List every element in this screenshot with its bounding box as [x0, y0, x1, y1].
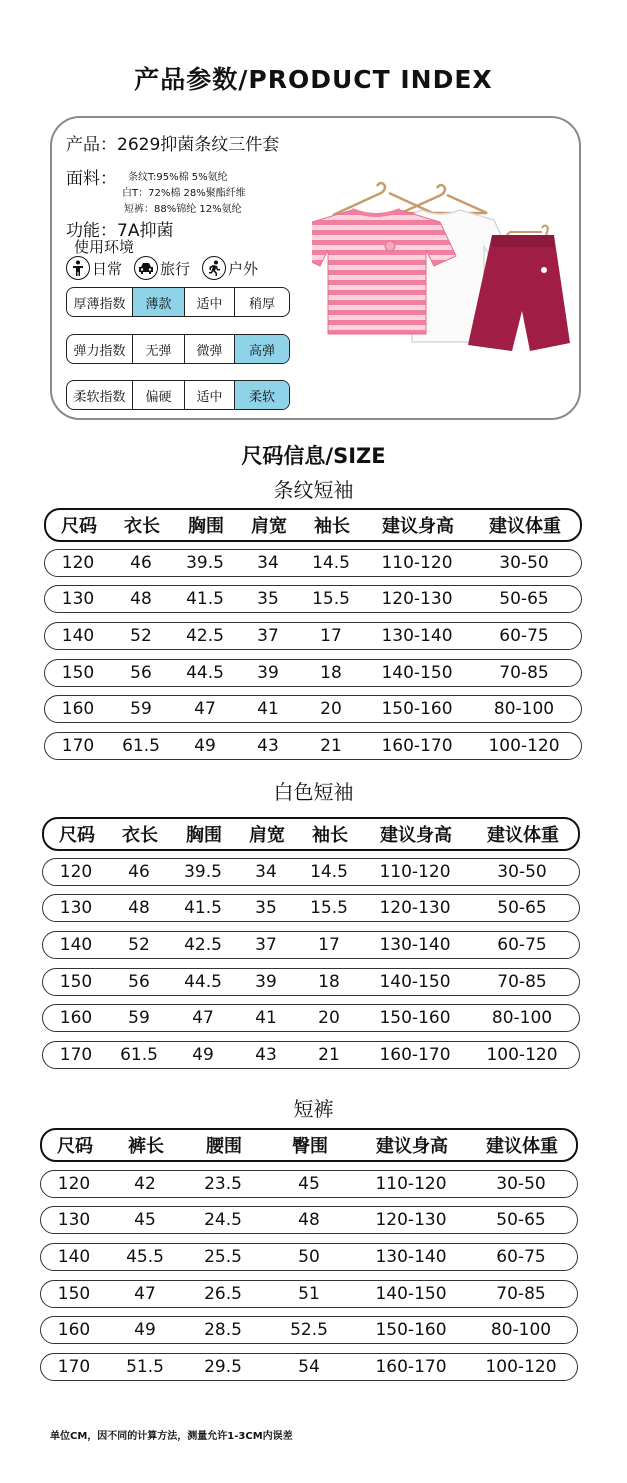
table-cell: 150-160	[381, 699, 453, 719]
table-cell: 28.5	[204, 1320, 242, 1340]
table-cell: 150	[59, 972, 93, 992]
table-cell: 150-160	[375, 1320, 447, 1340]
index-option: 微弹	[185, 335, 235, 363]
table-cell: 56	[128, 972, 150, 992]
table-cell: 50-65	[496, 1210, 546, 1230]
table-cell: 49	[194, 736, 216, 756]
column-header: 腰围	[206, 1136, 242, 1157]
table-cell: 60-75	[496, 1247, 546, 1267]
table-header-row	[44, 508, 582, 542]
table-cell: 41	[257, 699, 279, 719]
column-header: 建议身高	[382, 516, 454, 537]
table-cell: 25.5	[204, 1247, 242, 1267]
table-cell: 15.5	[312, 589, 350, 609]
index-option: 适中	[185, 381, 235, 409]
table-cell: 140	[61, 626, 95, 646]
table-cell: 29.5	[204, 1357, 242, 1377]
column-header: 肩宽	[249, 825, 285, 846]
table-cell: 41	[255, 1008, 277, 1028]
table-cell: 18	[318, 972, 340, 992]
index-option-selected: 柔软	[235, 381, 289, 409]
table-cell: 47	[134, 1284, 156, 1304]
table-row	[44, 585, 582, 613]
table-cell: 45.5	[126, 1247, 164, 1267]
table-cell: 100-120	[486, 1045, 558, 1065]
index-name: 弹力指数	[67, 335, 133, 363]
table-cell: 140	[57, 1247, 91, 1267]
table-cell: 35	[255, 898, 277, 918]
table-cell: 45	[134, 1210, 156, 1230]
table-cell: 44.5	[184, 972, 222, 992]
table-cell: 39.5	[186, 553, 224, 573]
table-cell: 18	[320, 663, 342, 683]
table-row	[40, 1170, 578, 1198]
table-cell: 120	[61, 553, 95, 573]
table-cell: 46	[130, 553, 152, 573]
table-cell: 160	[61, 699, 95, 719]
index-name: 厚薄指数	[67, 288, 133, 316]
table-cell: 30-50	[497, 862, 547, 882]
table-cell: 120	[57, 1174, 91, 1194]
column-header: 袖长	[314, 516, 350, 537]
table-cell: 49	[134, 1320, 156, 1340]
table-cell: 54	[298, 1357, 320, 1377]
table-cell: 160-170	[379, 1045, 451, 1065]
index-option: 偏硬	[133, 381, 185, 409]
table-cell: 41.5	[184, 898, 222, 918]
table-cell: 30-50	[496, 1174, 546, 1194]
column-header: 尺码	[61, 516, 97, 537]
table-cell: 150	[61, 663, 95, 683]
table-row	[44, 659, 582, 687]
table-cell: 100-120	[488, 736, 560, 756]
table-row	[40, 1353, 578, 1381]
table-cell: 59	[130, 699, 152, 719]
table-row	[44, 549, 582, 577]
table-cell: 52.5	[290, 1320, 328, 1340]
table-header-row	[42, 817, 580, 851]
table-cell: 42	[134, 1174, 156, 1194]
index-option: 适中	[185, 288, 235, 316]
index-option-selected: 高弹	[235, 335, 289, 363]
table-cell: 61.5	[120, 1045, 158, 1065]
table-cell: 110-120	[379, 862, 451, 882]
column-header: 胸围	[188, 516, 224, 537]
page-title: 产品参数/PRODUCT INDEX	[134, 65, 493, 94]
table-row	[40, 1280, 578, 1308]
table-cell: 34	[257, 553, 279, 573]
table-cell: 140-150	[375, 1284, 447, 1304]
table-cell: 50	[298, 1247, 320, 1267]
column-header: 建议体重	[486, 1136, 558, 1157]
product-clothes-image	[312, 180, 577, 360]
table-cell: 110-120	[381, 553, 453, 573]
table-row	[44, 622, 582, 650]
env-item-label: 户外	[228, 259, 259, 278]
fabric-line-shorts: 短裤：88%锦纶 12%氨纶	[124, 204, 242, 215]
environment-list	[66, 254, 264, 282]
table-cell: 49	[192, 1045, 214, 1065]
table-row	[40, 1243, 578, 1271]
table-cell: 24.5	[204, 1210, 242, 1230]
table-row	[42, 931, 580, 959]
table-cell: 51.5	[126, 1357, 164, 1377]
table-row	[44, 695, 582, 723]
column-header: 建议体重	[487, 825, 559, 846]
table-cell: 15.5	[310, 898, 348, 918]
table-cell: 21	[320, 736, 342, 756]
table-cell: 150	[57, 1284, 91, 1304]
table-cell: 140-150	[381, 663, 453, 683]
table-cell: 170	[59, 1045, 93, 1065]
table-cell: 59	[128, 1008, 150, 1028]
table-row	[40, 1206, 578, 1234]
product-name: 产品：2629抑菌条纹三件套	[66, 135, 280, 155]
table-cell: 14.5	[310, 862, 348, 882]
table-row	[40, 1316, 578, 1344]
table-cell: 70-85	[496, 1284, 546, 1304]
table-cell: 48	[298, 1210, 320, 1230]
table-cell: 37	[257, 626, 279, 646]
column-header: 建议身高	[376, 1136, 448, 1157]
table-header-row	[40, 1128, 578, 1162]
column-header: 臀围	[292, 1136, 328, 1157]
column-header: 肩宽	[251, 516, 287, 537]
environment-label: 使用环境	[74, 238, 135, 256]
car-icon	[134, 256, 158, 280]
table-cell: 80-100	[493, 699, 555, 719]
table-cell: 43	[255, 1045, 277, 1065]
table-cell: 160-170	[381, 736, 453, 756]
column-header: 尺码	[57, 1136, 93, 1157]
table-cell: 160	[57, 1320, 91, 1340]
table-cell: 20	[320, 699, 342, 719]
table-cell: 39	[255, 972, 277, 992]
table-row	[44, 732, 582, 760]
table-cell: 56	[130, 663, 152, 683]
table-cell: 61.5	[122, 736, 160, 756]
fabric-line-white-tee: 白T：72%棉 28%聚酯纤维	[122, 188, 246, 199]
table-cell: 50-65	[499, 589, 549, 609]
thickness-index	[66, 287, 290, 317]
table-cell: 48	[128, 898, 150, 918]
table-cell: 42.5	[186, 626, 224, 646]
table-cell: 52	[130, 626, 152, 646]
table-cell: 44.5	[186, 663, 224, 683]
index-option: 无弹	[133, 335, 185, 363]
table-cell: 45	[298, 1174, 320, 1194]
table-title: 短裤	[293, 1097, 334, 1121]
index-name: 柔软指数	[67, 381, 133, 409]
table-cell: 120-130	[375, 1210, 447, 1230]
table-cell: 42.5	[184, 935, 222, 955]
table-title: 条纹短袖	[273, 478, 354, 502]
table-cell: 130	[57, 1210, 91, 1230]
table-cell: 60-75	[499, 626, 549, 646]
index-option-selected: 薄款	[133, 288, 185, 316]
table-cell: 130	[59, 898, 93, 918]
runner-icon	[202, 256, 226, 280]
column-header: 衣长	[124, 516, 160, 537]
table-cell: 110-120	[375, 1174, 447, 1194]
table-cell: 26.5	[204, 1284, 242, 1304]
column-header: 建议身高	[380, 825, 452, 846]
table-row	[42, 968, 580, 996]
function-label: 功能：7A抑菌	[66, 221, 174, 241]
env-item-label: 日常	[92, 259, 123, 278]
table-cell: 50-65	[497, 898, 547, 918]
table-cell: 70-85	[499, 663, 549, 683]
table-cell: 23.5	[204, 1174, 242, 1194]
table-cell: 48	[130, 589, 152, 609]
table-cell: 160-170	[375, 1357, 447, 1377]
index-option: 稍厚	[248, 296, 275, 312]
table-cell: 140	[59, 935, 93, 955]
column-header: 胸围	[186, 825, 222, 846]
table-cell: 80-100	[491, 1008, 553, 1028]
fabric-line-striped-tee: 条纹T:95%棉 5%氨纶	[128, 172, 228, 183]
env-item-travel	[134, 256, 190, 280]
size-section-title: 尺码信息/SIZE	[241, 444, 386, 468]
table-cell: 17	[320, 626, 342, 646]
table-title: 白色短袖	[273, 780, 354, 804]
table-cell: 130-140	[375, 1247, 447, 1267]
env-item-outdoor	[202, 256, 258, 280]
table-cell: 46	[128, 862, 150, 882]
table-row	[42, 894, 580, 922]
table-cell: 51	[298, 1284, 320, 1304]
table-cell: 60-75	[497, 935, 547, 955]
table-cell: 35	[257, 589, 279, 609]
elasticity-index	[66, 334, 290, 364]
table-cell: 47	[192, 1008, 214, 1028]
table-cell: 140-150	[379, 972, 451, 992]
column-header: 尺码	[59, 825, 95, 846]
table-row	[42, 858, 580, 886]
table-cell: 160	[59, 1008, 93, 1028]
env-item-daily	[66, 256, 122, 280]
table-cell: 120	[59, 862, 93, 882]
column-header: 裤长	[128, 1136, 164, 1157]
table-cell: 100-120	[485, 1357, 557, 1377]
table-cell: 170	[61, 736, 95, 756]
table-cell: 120-130	[381, 589, 453, 609]
table-cell: 170	[57, 1357, 91, 1377]
footnote: 单位CM，因不同的计算方法，测量允许1-3CM内误差	[50, 1431, 293, 1442]
table-cell: 47	[194, 699, 216, 719]
table-cell: 41.5	[186, 589, 224, 609]
column-header: 袖长	[312, 825, 348, 846]
person-icon	[66, 256, 90, 280]
column-header: 衣长	[122, 825, 158, 846]
table-cell: 52	[128, 935, 150, 955]
fabric-label: 面料：	[66, 169, 117, 189]
table-cell: 70-85	[497, 972, 547, 992]
column-header: 建议体重	[489, 516, 561, 537]
table-cell: 130-140	[381, 626, 453, 646]
softness-index	[66, 380, 290, 410]
env-item-label: 旅行	[160, 259, 191, 278]
table-cell: 20	[318, 1008, 340, 1028]
table-cell: 120-130	[379, 898, 451, 918]
table-cell: 43	[257, 736, 279, 756]
table-row	[42, 1004, 580, 1032]
table-cell: 21	[318, 1045, 340, 1065]
table-cell: 150-160	[379, 1008, 451, 1028]
table-cell: 80-100	[490, 1320, 552, 1340]
table-cell: 130-140	[379, 935, 451, 955]
table-cell: 130	[61, 589, 95, 609]
table-cell: 39	[257, 663, 279, 683]
table-row	[42, 1041, 580, 1069]
table-cell: 37	[255, 935, 277, 955]
table-cell: 34	[255, 862, 277, 882]
table-cell: 17	[318, 935, 340, 955]
table-cell: 30-50	[499, 553, 549, 573]
table-cell: 14.5	[312, 553, 350, 573]
table-cell: 39.5	[184, 862, 222, 882]
